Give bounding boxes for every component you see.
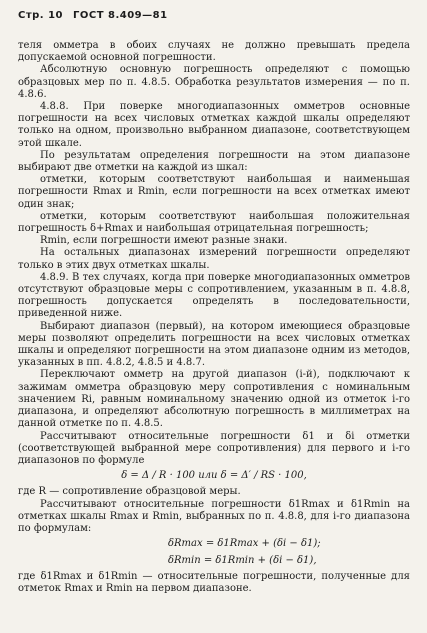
paragraph: Рассчитывают относительные погрешности δ1 и δi отметки (соответствующей выбранной мере сопротивления) для первого и i-го диапазонов по формуле xyxy=(18,430,410,466)
list-item: отметки, которым соответствуют наибольшая положительная погрешность δ+Rmax и наибольшая отрицательная погрешность; xyxy=(18,210,410,235)
paragraph: По результатам определения погрешности на этом диапазоне выбирают две отметки на каждой из шкал: xyxy=(18,149,410,174)
paragraph: где R — сопротивление образцовой меры. xyxy=(18,486,241,498)
paragraph: теля омметра в обоих случаях не должно превышать предела допускаемой основной погрешности. xyxy=(18,40,410,64)
formula-rmin: δRmin = δ1Rmin + (δi − δ1), xyxy=(168,554,317,566)
list-item: отметки, которым соответствуют наибольшая и наименьшая погрешности Rmax и Rmin, если погрешности на всех отметках имеют один знак; xyxy=(18,174,410,210)
formula-rmax: δRmax = δ1Rmax + (δi − δ1); xyxy=(168,538,321,550)
document-body xyxy=(18,40,410,595)
paragraph: Переключают омметр на другой диапазон (i-й), подключают к зажимам омметра образцовую меру сопротивления с номинальным значением Ri, равным номинальному значению одной из отметок i-го диапазона, и определяют абсолютную погрешность в миллиметрах на данной отметке по п. 4.8.5. xyxy=(18,369,410,430)
standard-code: ГОСТ 8.409—81 xyxy=(72,10,168,21)
page-number: Стр. 10 xyxy=(18,10,63,21)
paragraph: Абсолютную основную погрешность определяют с помощью образцовых мер по п. 4.8.5. Обработка результатов измерения — по п. 4.8.6. xyxy=(18,64,410,100)
section-4-8-8: 4.8.8. При поверке многодиапазонных омметров основные погрешности на всех числовых отметках каждой шкалы определяют только на одном, произвольно выбранном диапазоне, соответствующем этой шкале. xyxy=(18,101,410,149)
paragraph: Рассчитывают относительные погрешности δ1Rmax и δ1Rmin на отметках шкалы Rmax и Rmin, выбранных по п. 4.8.8, для i-го диапазона по формулам: xyxy=(18,498,410,534)
section-4-8-9: 4.8.9. В тех случаях, когда при поверке многодиапазонных омметров отсутствуют образцовые меры с сопротивлением, указанным в п. 4.8.8, погрешность допускается определять в последовательности, приведенной ниже. xyxy=(18,271,410,320)
paragraph: На остальных диапазонах измерений погрешности определяют только в этих двух отметках шкалы. xyxy=(18,247,410,271)
page-header xyxy=(18,10,174,21)
list-item: Rmin, если погрешности имеют разные знаки. xyxy=(40,235,288,247)
paragraph: Выбирают диапазон (первый), на котором имеющиеся образцовые меры позволяют определить погрешности на всех числовых отметках шкалы и определяют погрешности на этом диапазоне одним из методов, указанных в пп. 4.8.2, 4.8.5 и 4.8.7. xyxy=(18,320,410,369)
paragraph: где δ1Rmax и δ1Rmin — относительные погрешности, полученные для отметок Rmax и Rmin на первом диапазоне. xyxy=(18,570,410,595)
formula-relative-error: δ = Δ / R · 100 или δ = Δ′ / RS · 100, xyxy=(121,470,307,482)
